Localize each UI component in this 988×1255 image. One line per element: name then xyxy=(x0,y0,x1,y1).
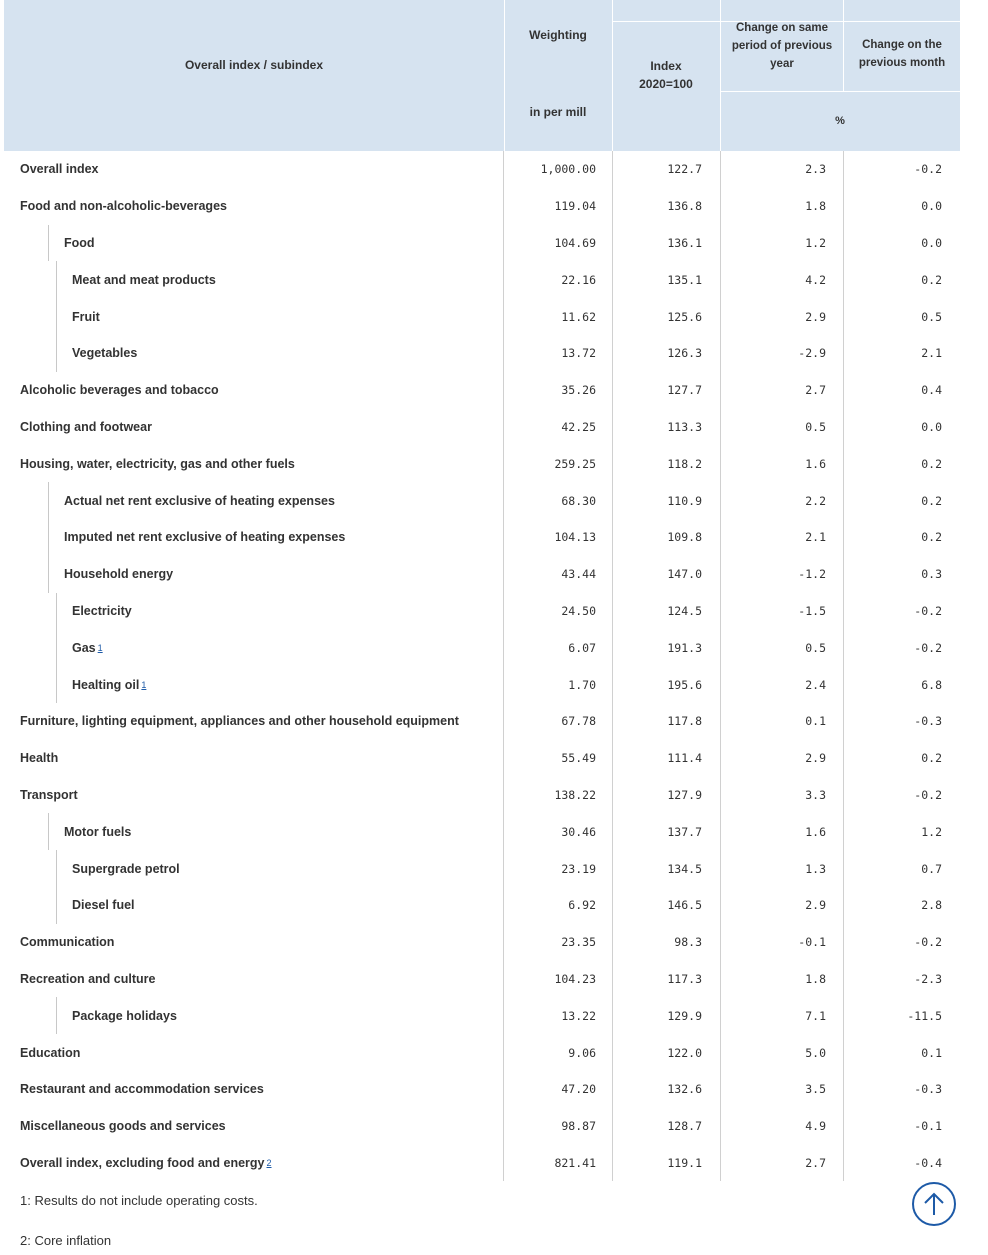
cell-change-year: 1.8 xyxy=(805,971,826,986)
cell-change-year: 0.5 xyxy=(805,419,826,434)
row-label-text: Food xyxy=(64,235,95,250)
cell-change-month: -0.3 xyxy=(914,1082,942,1097)
header-divider xyxy=(843,0,844,91)
cell-weighting: 6.07 xyxy=(568,640,596,655)
cell-change-month: -0.4 xyxy=(914,1155,942,1170)
table-row xyxy=(4,961,960,998)
column-divider xyxy=(612,151,613,1181)
cell-change-month: -0.2 xyxy=(914,603,942,618)
cell-weighting: 47.20 xyxy=(561,1082,596,1097)
cell-weighting: 23.19 xyxy=(561,861,596,876)
row-label-text: Overall index xyxy=(20,162,99,177)
header-index: Index 2020=100 xyxy=(639,59,693,91)
cell-change-month: -0.2 xyxy=(914,935,942,950)
row-label-text: Motor fuels xyxy=(64,824,132,839)
cell-change-year: 2.1 xyxy=(805,530,826,545)
table-row xyxy=(4,556,960,593)
cell-weighting: 35.26 xyxy=(561,383,596,398)
cell-index: 109.8 xyxy=(667,530,702,545)
table-row xyxy=(4,261,960,298)
cell-change-month: 2.8 xyxy=(921,898,942,913)
cell-change-month: 0.5 xyxy=(921,309,942,324)
row-label xyxy=(20,409,152,446)
row-label-text: Transport xyxy=(20,787,78,802)
cell-index: 191.3 xyxy=(667,640,702,655)
cell-change-month: -2.3 xyxy=(914,971,942,986)
row-label xyxy=(72,887,135,924)
row-label-text: Supergrade petrol xyxy=(72,861,180,876)
cell-index: 136.1 xyxy=(667,235,702,250)
column-divider xyxy=(503,151,504,1181)
row-label xyxy=(72,298,100,335)
cell-weighting: 104.13 xyxy=(554,530,596,545)
row-label xyxy=(20,703,459,740)
row-label xyxy=(72,666,146,703)
cell-change-year: -1.5 xyxy=(798,603,826,618)
cell-change-year: 5.0 xyxy=(805,1045,826,1060)
table-row xyxy=(4,188,960,225)
indent-guide xyxy=(56,997,57,1034)
cell-weighting: 1.70 xyxy=(568,677,596,692)
cell-change-month: -0.3 xyxy=(914,714,942,729)
cell-change-month: 0.0 xyxy=(921,419,942,434)
cell-index: 113.3 xyxy=(667,419,702,434)
cell-weighting: 9.06 xyxy=(568,1045,596,1060)
cell-index: 98.3 xyxy=(674,935,702,950)
indent-guide xyxy=(48,813,49,850)
table-body xyxy=(4,151,960,1181)
row-label xyxy=(72,997,177,1034)
indent-guide xyxy=(48,225,49,262)
row-label-text: Recreation and culture xyxy=(20,971,156,986)
indent-guide xyxy=(56,593,57,630)
table-row xyxy=(4,813,960,850)
cell-index: 122.7 xyxy=(667,162,702,177)
cell-weighting: 30.46 xyxy=(561,824,596,839)
cell-weighting: 42.25 xyxy=(561,419,596,434)
cell-index: 146.5 xyxy=(667,898,702,913)
indent-guide xyxy=(56,335,57,372)
cell-index: 126.3 xyxy=(667,346,702,361)
cell-change-year: 0.5 xyxy=(805,640,826,655)
table-row xyxy=(4,409,960,446)
cell-index: 117.3 xyxy=(667,971,702,986)
row-label xyxy=(20,445,295,482)
row-label-text: Communication xyxy=(20,935,115,950)
cell-index: 137.7 xyxy=(667,824,702,839)
row-label-text: Electricity xyxy=(72,603,132,618)
table-row xyxy=(4,519,960,556)
cell-change-year: 2.9 xyxy=(805,309,826,324)
row-label xyxy=(20,1034,80,1071)
row-label xyxy=(72,593,132,630)
row-label-text: Package holidays xyxy=(72,1008,177,1023)
header-label: Overall index / subindex xyxy=(184,58,324,72)
cell-change-year: 3.5 xyxy=(805,1082,826,1097)
cell-weighting: 138.22 xyxy=(554,787,596,802)
cell-change-year: -0.1 xyxy=(798,935,826,950)
cell-change-year: 2.4 xyxy=(805,677,826,692)
row-label-text: Fruit xyxy=(72,309,100,324)
cell-change-year: 7.1 xyxy=(805,1008,826,1023)
cell-weighting: 98.87 xyxy=(561,1119,596,1134)
footnote-link[interactable]: 2 xyxy=(266,1157,272,1168)
cell-change-year: -2.9 xyxy=(798,346,826,361)
cell-index: 136.8 xyxy=(667,199,702,214)
row-label-text: Housing, water, electricity, gas and other fuels xyxy=(20,456,295,471)
indent-guide xyxy=(48,556,49,593)
cell-weighting: 13.72 xyxy=(561,346,596,361)
row-label xyxy=(20,188,227,225)
row-label-text: Diesel fuel xyxy=(72,898,135,913)
row-label xyxy=(64,813,131,850)
table-row xyxy=(4,372,960,409)
cell-weighting: 11.62 xyxy=(561,309,596,324)
cell-change-year: 1.8 xyxy=(805,199,826,214)
row-label xyxy=(20,961,155,998)
cell-change-year: 4.9 xyxy=(805,1119,826,1134)
cell-change-month: 1.2 xyxy=(921,824,942,839)
row-label xyxy=(20,777,78,814)
header-percent: % xyxy=(835,115,845,127)
cell-index: 119.1 xyxy=(667,1155,702,1170)
row-label-text: Miscellaneous goods and services xyxy=(20,1119,226,1134)
row-label xyxy=(20,1071,264,1108)
row-label-text: Gas xyxy=(72,640,96,655)
cell-weighting: 1,000.00 xyxy=(540,162,596,177)
cell-index: 134.5 xyxy=(667,861,702,876)
cell-index: 129.9 xyxy=(667,1008,702,1023)
table-row xyxy=(4,850,960,887)
row-label xyxy=(20,151,99,188)
row-label-text: Furniture, lighting equipment, appliances and other household equipment xyxy=(20,714,459,729)
row-label xyxy=(72,261,216,298)
cell-change-month: 0.2 xyxy=(921,751,942,766)
table-row xyxy=(4,924,960,961)
cell-index: 122.0 xyxy=(667,1045,702,1060)
row-label xyxy=(64,519,345,556)
row-label xyxy=(72,850,180,887)
row-label-text: Clothing and footwear xyxy=(20,419,152,434)
table-row xyxy=(4,225,960,262)
cell-change-year: 3.3 xyxy=(805,787,826,802)
cell-index: 124.5 xyxy=(667,603,702,618)
table-row xyxy=(4,445,960,482)
cell-weighting: 67.78 xyxy=(561,714,596,729)
cell-weighting: 68.30 xyxy=(561,493,596,508)
cell-change-month: 6.8 xyxy=(921,677,942,692)
indent-guide xyxy=(56,261,57,298)
row-label-text: Overall index, excluding food and energy xyxy=(20,1155,265,1170)
row-label-text: Alcoholic beverages and tobacco xyxy=(20,383,219,398)
cell-change-month: -0.1 xyxy=(914,1119,942,1134)
table-row xyxy=(4,997,960,1034)
footnote-1: 1: Results do not include operating costs. xyxy=(20,1193,258,1208)
row-label-text: Household energy xyxy=(64,567,174,582)
table-row xyxy=(4,1145,960,1182)
cell-change-year: 2.2 xyxy=(805,493,826,508)
price-index-table xyxy=(4,0,960,1181)
column-divider xyxy=(843,151,844,1181)
table-row xyxy=(4,666,960,703)
cell-weighting: 119.04 xyxy=(554,199,596,214)
indent-guide xyxy=(56,629,57,666)
row-label xyxy=(72,335,137,372)
footnote-link[interactable]: 1 xyxy=(141,679,147,690)
cell-change-month: 0.3 xyxy=(921,567,942,582)
table-row xyxy=(4,777,960,814)
cell-change-month: 0.2 xyxy=(921,530,942,545)
cell-change-year: 2.3 xyxy=(805,162,826,177)
cell-weighting: 22.16 xyxy=(561,272,596,287)
indent-guide xyxy=(48,482,49,519)
cell-index: 135.1 xyxy=(667,272,702,287)
cell-change-month: -0.2 xyxy=(914,640,942,655)
cell-change-year: 2.7 xyxy=(805,383,826,398)
cell-index: 132.6 xyxy=(667,1082,702,1097)
table-row xyxy=(4,593,960,630)
table-row xyxy=(4,482,960,519)
row-label-text: Vegetables xyxy=(72,346,138,361)
table-row xyxy=(4,335,960,372)
cell-change-month: -11.5 xyxy=(907,1008,942,1023)
cell-weighting: 55.49 xyxy=(561,751,596,766)
cell-change-year: 2.9 xyxy=(805,751,826,766)
row-label-text: Imputed net rent exclusive of heating expenses xyxy=(64,530,346,545)
indent-guide xyxy=(56,850,57,887)
cell-change-month: 0.0 xyxy=(921,199,942,214)
indent-guide xyxy=(56,298,57,335)
table-row xyxy=(4,1034,960,1071)
cell-change-year: 4.2 xyxy=(805,272,826,287)
header-change-year: Change on same period of previous year xyxy=(731,22,833,70)
cell-weighting: 104.23 xyxy=(554,971,596,986)
cell-index: 111.4 xyxy=(667,751,702,766)
table-row xyxy=(4,629,960,666)
row-label-text: Restaurant and accommodation services xyxy=(20,1082,264,1097)
cell-change-month: 0.2 xyxy=(921,456,942,471)
cell-index: 147.0 xyxy=(667,567,702,582)
cell-index: 127.7 xyxy=(667,383,702,398)
footnote-link[interactable]: 1 xyxy=(97,642,103,653)
cell-change-year: 0.1 xyxy=(805,714,826,729)
cell-index: 127.9 xyxy=(667,787,702,802)
table-row xyxy=(4,1108,960,1145)
footnote-2: 2: Core inflation xyxy=(20,1233,112,1248)
cell-change-year: 1.2 xyxy=(805,235,826,250)
cell-weighting: 13.22 xyxy=(561,1008,596,1023)
cell-weighting: 43.44 xyxy=(561,567,596,582)
header-divider xyxy=(720,91,960,92)
cell-index: 128.7 xyxy=(667,1119,702,1134)
cell-weighting: 259.25 xyxy=(554,456,596,471)
header-change-month: Change on the previous month xyxy=(858,39,946,69)
row-label xyxy=(64,556,173,593)
cell-index: 118.2 xyxy=(667,456,702,471)
row-label xyxy=(20,924,114,961)
cell-change-month: -0.2 xyxy=(914,787,942,802)
cell-change-month: 0.2 xyxy=(921,272,942,287)
row-label xyxy=(64,225,95,262)
cell-weighting: 104.69 xyxy=(554,235,596,250)
cell-index: 125.6 xyxy=(667,309,702,324)
row-label-text: Food and non-alcoholic-beverages xyxy=(20,199,227,214)
row-label-text: Health xyxy=(20,751,59,766)
cell-change-month: -0.2 xyxy=(914,162,942,177)
cell-change-month: 0.1 xyxy=(921,1045,942,1060)
table-row xyxy=(4,151,960,188)
table-row xyxy=(4,298,960,335)
row-label xyxy=(64,482,335,519)
table-row xyxy=(4,703,960,740)
cell-weighting: 23.35 xyxy=(561,935,596,950)
cell-change-year: 1.3 xyxy=(805,861,826,876)
cell-change-year: 1.6 xyxy=(805,824,826,839)
cell-change-month: 0.0 xyxy=(921,235,942,250)
cell-change-year: 2.7 xyxy=(805,1155,826,1170)
table-row xyxy=(4,887,960,924)
column-divider xyxy=(720,151,721,1181)
cell-index: 195.6 xyxy=(667,677,702,692)
row-label-text: Meat and meat products xyxy=(72,272,216,287)
table-row xyxy=(4,1071,960,1108)
cell-change-month: 0.4 xyxy=(921,383,942,398)
row-label-text: Actual net rent exclusive of heating expenses xyxy=(64,493,335,508)
cell-index: 117.8 xyxy=(667,714,702,729)
row-label-text: Healting oil xyxy=(72,677,140,692)
indent-guide xyxy=(56,887,57,924)
cell-index: 110.9 xyxy=(667,493,702,508)
row-label xyxy=(20,740,58,777)
header-weighting-unit: in per mill xyxy=(529,105,587,119)
row-label-text: Education xyxy=(20,1045,81,1060)
row-label xyxy=(72,629,103,666)
cell-change-year: 2.9 xyxy=(805,898,826,913)
cell-weighting: 821.41 xyxy=(554,1155,596,1170)
cell-weighting: 6.92 xyxy=(568,898,596,913)
indent-guide xyxy=(56,666,57,703)
cell-change-month: 2.1 xyxy=(921,346,942,361)
table-row xyxy=(4,740,960,777)
row-label xyxy=(20,1108,226,1145)
cell-change-month: 0.7 xyxy=(921,861,942,876)
cell-weighting: 24.50 xyxy=(561,603,596,618)
cell-change-month: 0.2 xyxy=(921,493,942,508)
back-to-top-button[interactable] xyxy=(912,1182,956,1226)
row-label xyxy=(20,1145,272,1182)
arrow-up-icon xyxy=(923,1191,945,1217)
indent-guide xyxy=(48,519,49,556)
header-weighting: Weighting xyxy=(529,28,587,42)
cell-change-year: -1.2 xyxy=(798,567,826,582)
cell-change-year: 1.6 xyxy=(805,456,826,471)
row-label xyxy=(20,372,219,409)
table-header xyxy=(4,0,960,151)
